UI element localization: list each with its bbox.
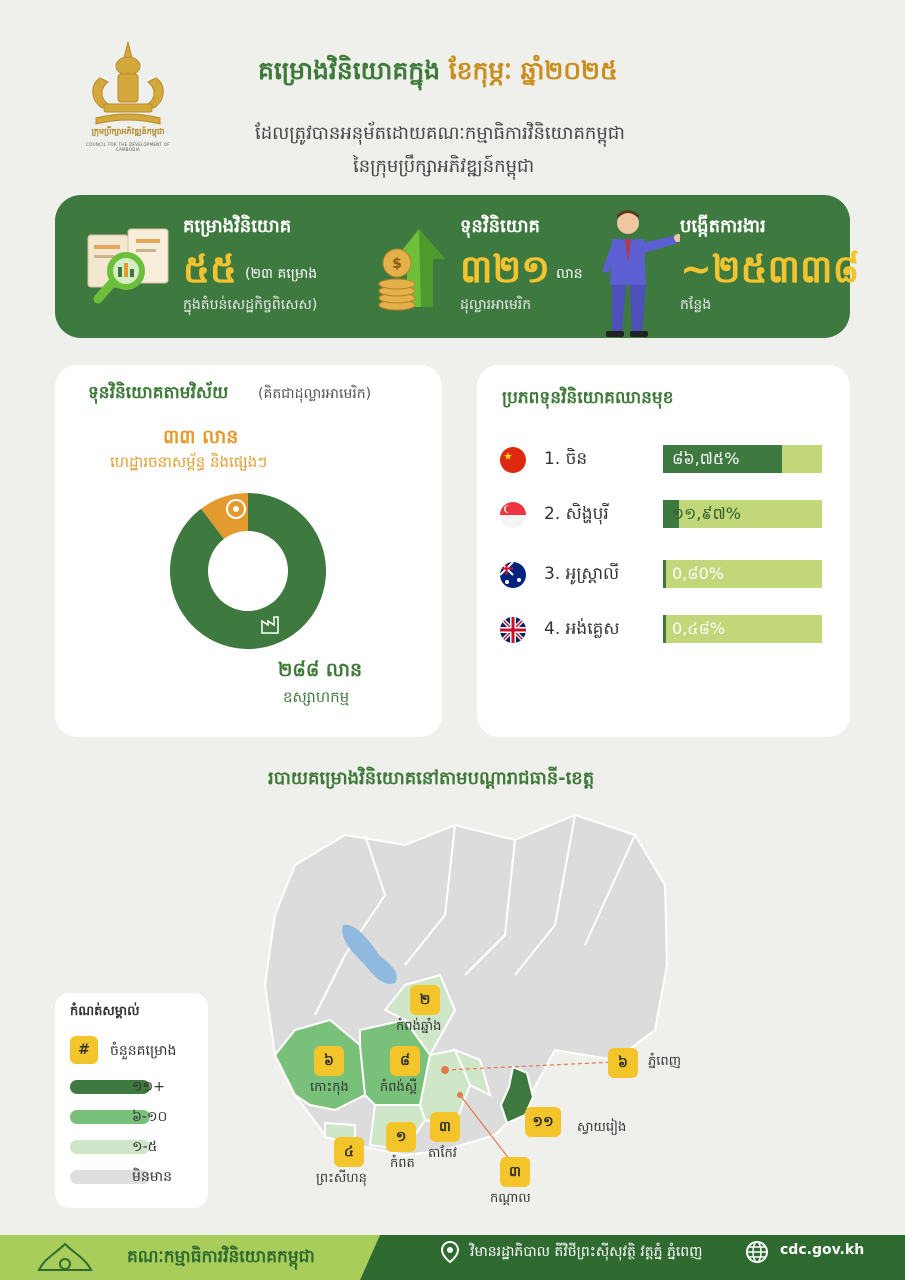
legend-badge-text: ចំនួនគម្រោង xyxy=(110,1043,177,1059)
jobs-sub: កន្លែង xyxy=(680,297,712,313)
country-row xyxy=(500,500,830,530)
footer-website-link[interactable]: cdc.gov.kh xyxy=(780,1242,865,1258)
capital-unit: លាន xyxy=(556,266,583,282)
share-percent: 0,៤៨% xyxy=(672,619,726,638)
province-label: ស្វាយរៀង xyxy=(577,1120,627,1135)
projects-value: ៥៥ xyxy=(183,247,237,291)
sector-donut-chart xyxy=(160,483,340,653)
map-title: របាយគម្រោងវិនិយោគនៅតាមបណ្តារាជធានី-ខេត្ត xyxy=(268,768,595,789)
businessman-icon xyxy=(598,207,680,339)
legend-label: ១១+ xyxy=(132,1079,165,1095)
coins-growth-arrow-icon xyxy=(373,225,453,311)
country-name: 4. អង់គ្លេស xyxy=(544,619,620,639)
legend-title: កំណត់សម្គាល់ xyxy=(70,1004,140,1019)
project-count-badge: ៦ xyxy=(314,1046,344,1076)
project-count-badge: ៨ xyxy=(390,1046,420,1076)
title-main: គម្រោងវិនិយោគក្នុង xyxy=(258,56,449,85)
infrastructure-value: ៣៣ លាន xyxy=(163,426,239,448)
legend-label: ៦-១០ xyxy=(132,1109,168,1125)
project-count-badge: ៦ xyxy=(608,1048,638,1078)
australia-flag-icon xyxy=(500,562,526,588)
sector-title-note: (គិតជាដុល្លារអាមេរិក) xyxy=(258,386,372,402)
share-percent: ១១,៩៧% xyxy=(672,504,741,523)
capital-label: ទុនវិនិយោគ xyxy=(460,216,540,237)
share-percent: 0,៨0% xyxy=(672,564,724,583)
capital-value: ៣២១ xyxy=(460,247,550,291)
country-row xyxy=(500,445,830,475)
capital-sub: ដុល្លារអាមេរិក xyxy=(460,297,532,313)
kandal-marker xyxy=(457,1092,463,1098)
share-percent: ៨៦,៧៥% xyxy=(672,449,740,468)
sources-title: ប្រភពទុនវិនិយោគឈានមុខ xyxy=(502,388,674,408)
province-label: ភ្នំពេញ xyxy=(648,1054,682,1069)
province-label: កំពង់ស្ពឺ xyxy=(380,1080,418,1095)
royal-emblem-icon xyxy=(78,38,178,128)
subtitle-line-2: នៃក្រុមប្រឹក្សាអភិវឌ្ឍន៍កម្ពុជា xyxy=(353,156,535,177)
footer-ornament-icon xyxy=(35,1240,95,1280)
province-label: កណ្ដាល xyxy=(490,1191,531,1206)
china-flag-icon xyxy=(500,447,526,473)
subtitle-line-1: ដែលត្រូវបានអនុម័តដោយគណៈកម្មាធិការវិនិយោគកម្ពុជា xyxy=(255,123,625,144)
jobs-value: ~២៥៣៣៨ xyxy=(680,247,860,291)
country-row xyxy=(500,615,830,645)
project-count-badge: ៤ xyxy=(334,1137,364,1167)
legend-label: ១-៥ xyxy=(132,1139,158,1155)
title-highlight: ខែកុម្ភៈ ឆ្នាំ២០២៥ xyxy=(448,56,618,85)
country-name: 1. ចិន xyxy=(544,449,588,469)
legend-label: មិនមាន xyxy=(132,1169,172,1185)
donut-slice-industry xyxy=(170,493,326,649)
province-label: កោះកុង xyxy=(310,1080,349,1095)
sector-title: ទុនវិនិយោគតាមវិស័យ xyxy=(88,383,229,403)
footer-address: វិមានរដ្ឋាភិបាល តីវិថីព្រះស៊ីសុវត្ថិ វត្តភ្នំ ភ្នំពេញ xyxy=(470,1244,703,1260)
share-bar-fill xyxy=(663,615,666,643)
industry-label: ឧស្សាហកម្ម xyxy=(283,688,350,706)
project-count-badge: ១ xyxy=(386,1122,416,1152)
province-label: កំពត xyxy=(390,1156,415,1171)
province-label: ព្រះសីហនុ xyxy=(316,1171,367,1186)
cdc-logo xyxy=(78,38,178,150)
project-count-badge: ២ xyxy=(410,985,440,1015)
logo-subcaption: COUNCIL FOR THE DEVELOPMENT OF CAMBODIA xyxy=(86,142,170,152)
sources-card xyxy=(477,365,850,737)
project-count-badge: ៣ xyxy=(430,1112,460,1142)
legend-badge-sample: # xyxy=(70,1036,98,1064)
share-bar-fill xyxy=(663,560,666,588)
footer-org: គណៈកម្មាធិការវិនិយោគកម្ពុជា xyxy=(127,1247,315,1267)
document-magnifier-icon xyxy=(84,225,176,307)
country-row xyxy=(500,560,830,590)
projects-label: គម្រោងវិនិយោគ xyxy=(183,216,292,237)
logo-caption: ក្រុមប្រឹក្សាអភិវឌ្ឍន៍កម្ពុជា xyxy=(91,127,165,136)
projects-note: (២៣ គម្រោង xyxy=(245,266,318,282)
country-name: 3. អូស្ត្រាលី xyxy=(544,564,620,584)
infrastructure-label: ហេដ្ឋារចនាសម្ព័ន្ធ និងផ្សេងៗ xyxy=(110,453,268,471)
country-name: 2. សិង្ហបុរី xyxy=(544,504,609,524)
location-pin-icon xyxy=(440,1240,460,1264)
page-title xyxy=(258,56,618,92)
province-label: តាកែវ xyxy=(428,1146,457,1161)
project-count-badge: ៣ xyxy=(500,1157,530,1187)
industry-value: ២៨៨ លាន xyxy=(278,659,363,681)
jobs-label: បង្កើតការងារ xyxy=(680,216,766,237)
projects-sub: ក្នុងតំបន់សេដ្ឋកិច្ចពិសេស) xyxy=(183,297,318,313)
page-subtitle xyxy=(255,117,675,183)
globe-icon xyxy=(744,1239,770,1265)
province-label: កំពង់ឆ្នាំង xyxy=(396,1019,442,1034)
singapore-flag-icon xyxy=(500,502,526,528)
svg-text:$: $ xyxy=(392,256,402,272)
project-count-badge: ១១ xyxy=(525,1107,561,1137)
uk-flag-icon xyxy=(500,617,526,643)
